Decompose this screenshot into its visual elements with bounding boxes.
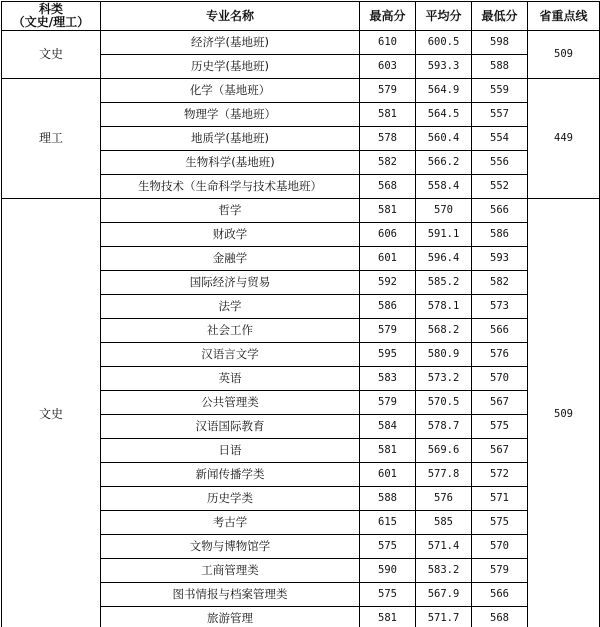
max-score-cell: 583 [360,367,416,391]
max-score-cell: 581 [360,607,416,627]
min-score-cell: 573 [472,295,528,319]
category-header-line1: 科类 [38,2,63,16]
avg-score-cell: 576 [416,487,472,511]
max-score-cell: 603 [360,55,416,79]
category-header-line2: （文史/理工） [12,15,90,29]
min-score-cell: 570 [472,367,528,391]
min-score-cell: 579 [472,559,528,583]
major-cell: 生物技术（生命科学与技术基地班） [101,175,360,199]
avg-score-cell: 570.5 [416,391,472,415]
max-score-cell: 601 [360,463,416,487]
avg-score-cell: 573.2 [416,367,472,391]
major-cell: 化学（基地班） [101,79,360,103]
avg-score-cell: 580.9 [416,343,472,367]
table-row [2,79,600,103]
min-score-cell: 575 [472,511,528,535]
avg-score-cell: 558.4 [416,175,472,199]
avg-score-cell: 591.1 [416,223,472,247]
major-cell: 新闻传播学类 [101,463,360,487]
category-header [2,2,101,31]
min-score-cell: 570 [472,535,528,559]
min-score-cell: 575 [472,415,528,439]
major-cell: 财政学 [101,223,360,247]
min-score-cell: 559 [472,79,528,103]
max-score-cell: 579 [360,79,416,103]
major-cell: 历史学类 [101,487,360,511]
major-cell: 旅游管理 [101,607,360,627]
major-cell: 物理学（基地班） [101,103,360,127]
category-cell: 理工 [2,79,101,199]
min-score-cell: 572 [472,463,528,487]
avg-score-cell: 566.2 [416,151,472,175]
min-score-cell: 552 [472,175,528,199]
max-score-cell: 575 [360,535,416,559]
table-body [2,31,600,627]
provincial-line-header: 省重点线 [528,2,600,31]
avg-score-cell: 578.7 [416,415,472,439]
major-cell: 经济学(基地班) [101,31,360,55]
min-score-cell: 598 [472,31,528,55]
major-cell: 图书情报与档案管理类 [101,583,360,607]
min-score-cell: 556 [472,151,528,175]
min-score-cell: 586 [472,223,528,247]
max-score-cell: 606 [360,223,416,247]
major-cell: 金融学 [101,247,360,271]
major-cell: 社会工作 [101,319,360,343]
max-score-cell: 595 [360,343,416,367]
avg-score-cell: 578.1 [416,295,472,319]
avg-score-cell: 567.9 [416,583,472,607]
min-score-cell: 568 [472,607,528,627]
major-cell: 英语 [101,367,360,391]
max-score-cell: 588 [360,487,416,511]
max-score-cell: 581 [360,439,416,463]
category-cell: 文史 [2,31,101,79]
avg-score-cell: 585 [416,511,472,535]
table-row [2,31,600,55]
min-score-cell: 566 [472,319,528,343]
max-score-cell: 579 [360,391,416,415]
max-score-cell: 581 [360,199,416,223]
major-cell: 地质学(基地班) [101,127,360,151]
avg-score-cell: 569.6 [416,439,472,463]
max-score-cell: 582 [360,151,416,175]
min-score-cell: 566 [472,583,528,607]
major-cell: 汉语言文学 [101,343,360,367]
min-score-cell: 571 [472,487,528,511]
major-cell: 文物与博物馆学 [101,535,360,559]
major-cell: 汉语国际教育 [101,415,360,439]
table-header-row [2,2,600,31]
min-score-cell: 557 [472,103,528,127]
major-cell: 工商管理类 [101,559,360,583]
major-cell: 法学 [101,295,360,319]
avg-score-header: 平均分 [416,2,472,31]
min-score-cell: 593 [472,247,528,271]
provincial-line-cell: 509 [528,199,600,627]
major-header: 专业名称 [101,2,360,31]
min-score-cell: 566 [472,199,528,223]
max-score-cell: 584 [360,415,416,439]
min-score-cell: 567 [472,391,528,415]
major-cell: 公共管理类 [101,391,360,415]
avg-score-cell: 583.2 [416,559,472,583]
avg-score-cell: 571.4 [416,535,472,559]
provincial-line-cell: 449 [528,79,600,199]
min-score-cell: 554 [472,127,528,151]
category-cell: 文史 [2,199,101,627]
min-score-cell: 582 [472,271,528,295]
avg-score-cell: 596.4 [416,247,472,271]
avg-score-cell: 564.9 [416,79,472,103]
avg-score-cell: 570 [416,199,472,223]
major-cell: 生物科学(基地班) [101,151,360,175]
max-score-cell: 575 [360,583,416,607]
table-row [2,199,600,223]
provincial-line-cell: 509 [528,31,600,79]
max-score-cell: 568 [360,175,416,199]
max-score-cell: 610 [360,31,416,55]
avg-score-cell: 577.8 [416,463,472,487]
min-score-cell: 567 [472,439,528,463]
max-score-cell: 601 [360,247,416,271]
avg-score-cell: 571.7 [416,607,472,627]
major-cell: 历史学(基地班) [101,55,360,79]
admission-scores-table [1,1,600,627]
max-score-cell: 578 [360,127,416,151]
min-score-header: 最低分 [472,2,528,31]
max-score-cell: 590 [360,559,416,583]
avg-score-cell: 568.2 [416,319,472,343]
min-score-cell: 588 [472,55,528,79]
major-cell: 国际经济与贸易 [101,271,360,295]
max-score-cell: 615 [360,511,416,535]
major-cell: 考古学 [101,511,360,535]
avg-score-cell: 585.2 [416,271,472,295]
major-cell: 日语 [101,439,360,463]
max-score-cell: 592 [360,271,416,295]
avg-score-cell: 593.3 [416,55,472,79]
avg-score-cell: 600.5 [416,31,472,55]
max-score-cell: 579 [360,319,416,343]
max-score-header: 最高分 [360,2,416,31]
min-score-cell: 576 [472,343,528,367]
avg-score-cell: 564.5 [416,103,472,127]
max-score-cell: 586 [360,295,416,319]
max-score-cell: 581 [360,103,416,127]
avg-score-cell: 560.4 [416,127,472,151]
major-cell: 哲学 [101,199,360,223]
